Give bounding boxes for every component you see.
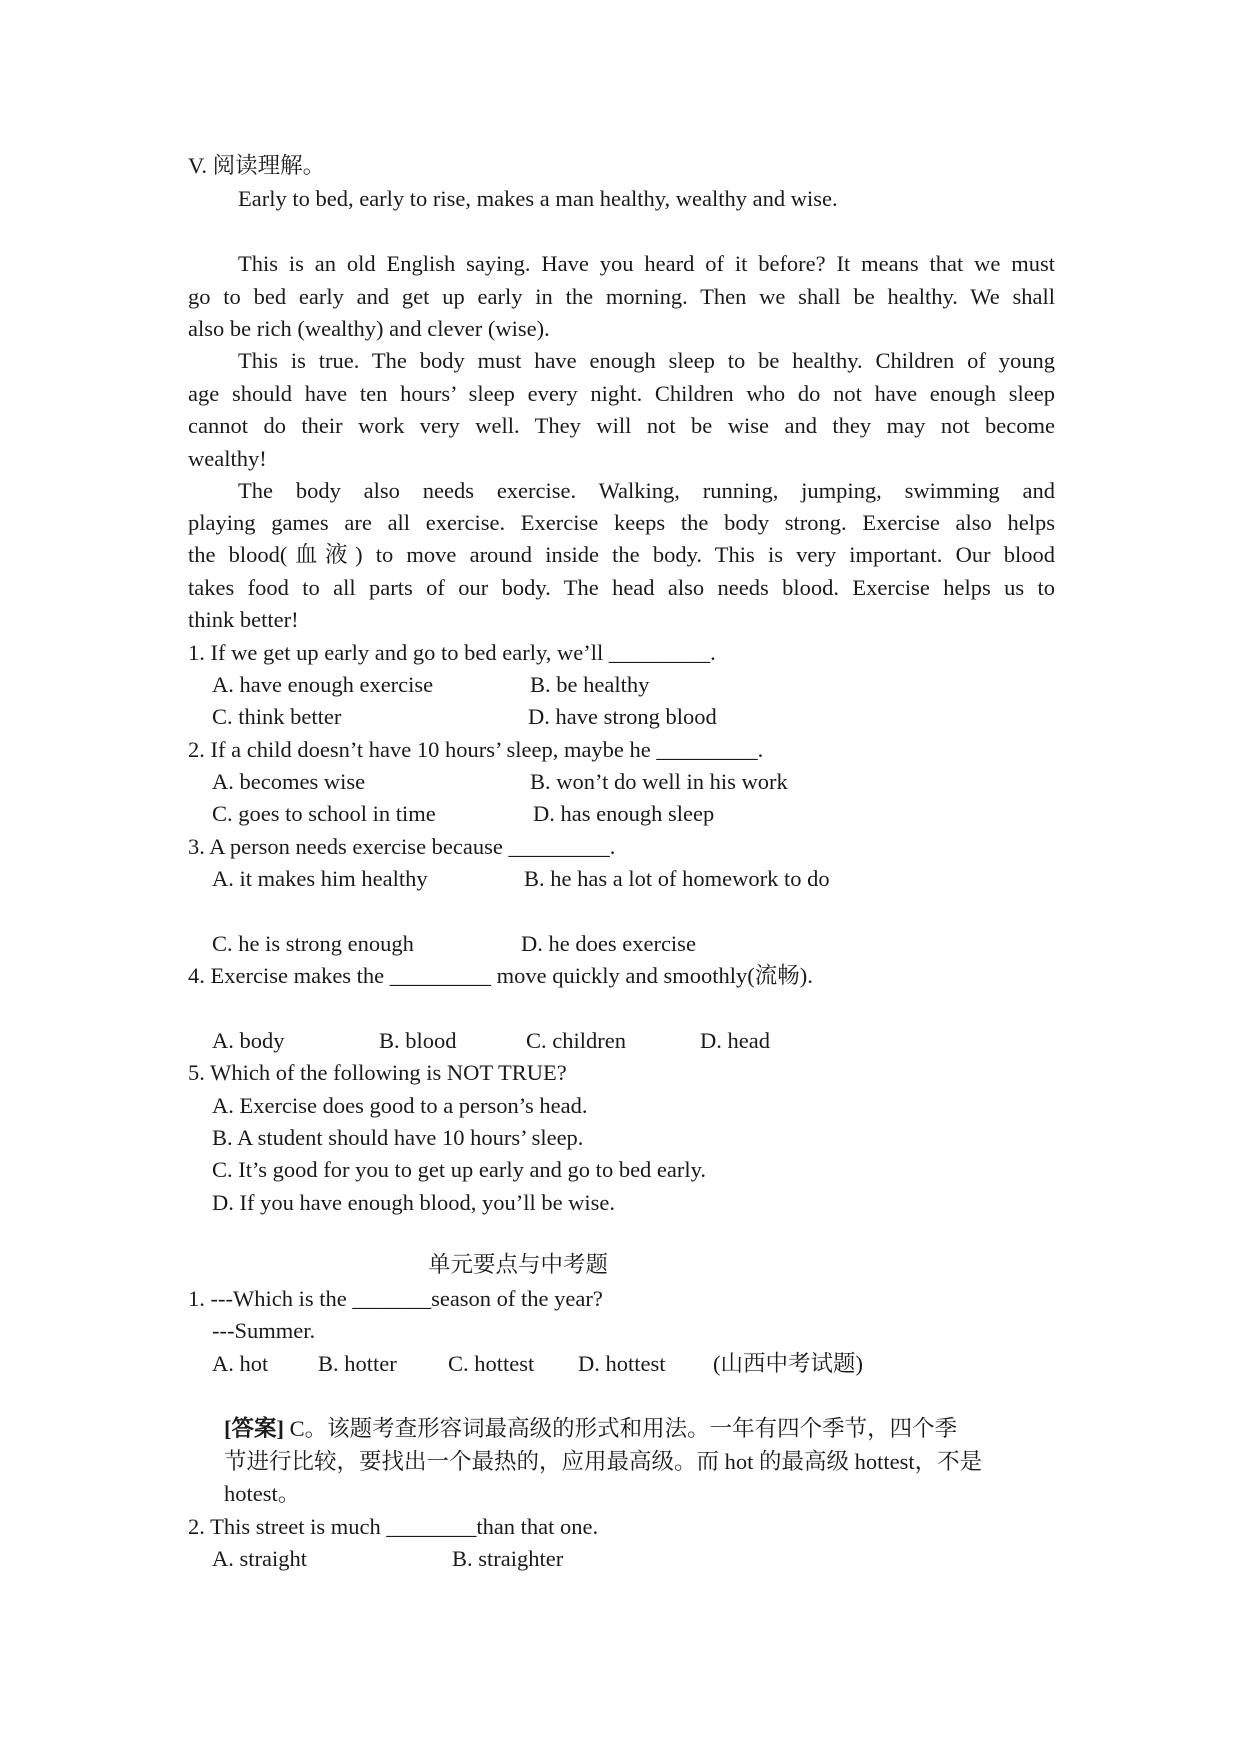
passage-line: the blood(血液) to move around inside the body. This is very important. Our blood — [188, 542, 1055, 567]
saying: Early to bed, early to rise, makes a man healthy, wealthy and wise. — [238, 186, 838, 211]
option-c: C. goes to school in time — [212, 801, 436, 826]
answer-line: 节进行比较，要找出一个最热的，应用最高级。而 hot 的最高级 hottest，不是 — [224, 1449, 983, 1474]
option-c: C. think better — [212, 704, 342, 729]
option-b: B. won’t do well in his work — [530, 769, 788, 794]
section-title: V. 阅读理解。 — [188, 153, 326, 178]
answer-line: hotest。 — [224, 1481, 301, 1506]
passage-line: takes food to all parts of our body. The head also needs blood. Exercise helps us to — [188, 575, 1055, 600]
passage-line: cannot do their work very well. They will not be wise and they may not become — [188, 413, 1055, 438]
exam-question-stem: 2. This street is much ________than that one. — [188, 1514, 599, 1539]
option-b: B. blood — [379, 1028, 457, 1053]
passage-line: This is true. The body must have enough sleep to be healthy. Children of young — [238, 348, 1055, 373]
question-stem: 5. Which of the following is NOT TRUE? — [188, 1060, 567, 1085]
option-b: B. he has a lot of homework to do — [524, 866, 830, 891]
unit-heading: 单元要点与中考题 — [428, 1252, 609, 1277]
answer-label: [答案] — [224, 1416, 284, 1441]
exam-source: (山西中考试题) — [713, 1351, 863, 1376]
exam-question-stem: 1. ---Which is the _______season of the year? — [188, 1286, 603, 1311]
passage-line: This is an old English saying. Have you heard of it before? It means that we must — [238, 251, 1055, 276]
option-a: A. body — [212, 1028, 285, 1053]
option-a: A. have enough exercise — [212, 672, 434, 697]
option-a: A. straight — [212, 1546, 307, 1571]
option-b: B. be healthy — [530, 672, 650, 697]
option-b: B. hotter — [318, 1351, 397, 1376]
option-d: D. hottest — [578, 1351, 666, 1376]
question-stem: 4. Exercise makes the _________ move quickly and smoothly(流畅). — [188, 963, 813, 988]
question-stem: 1. If we get up early and go to bed early, we’ll _________. — [188, 640, 716, 665]
option-b: B. A student should have 10 hours’ sleep. — [212, 1125, 584, 1150]
question-stem: 3. A person needs exercise because _________. — [188, 834, 616, 859]
option-d: D. he does exercise — [521, 931, 696, 956]
option-c: C. children — [526, 1028, 626, 1053]
option-a: A. it makes him healthy — [212, 866, 428, 891]
option-d: D. have strong blood — [528, 704, 717, 729]
exam-reply: ---Summer. — [212, 1318, 316, 1343]
passage-line: age should have ten hours’ sleep every night. Children who do not have enough sleep — [188, 381, 1055, 406]
passage-line: The body also needs exercise. Walking, running, jumping, swimming and — [238, 478, 1055, 503]
question-stem: 2. If a child doesn’t have 10 hours’ sleep, maybe he _________. — [188, 737, 764, 762]
option-b: B. straighter — [452, 1546, 564, 1571]
option-d: D. If you have enough blood, you’ll be wise. — [212, 1190, 616, 1215]
answer-line — [224, 1418, 957, 1441]
option-c: C. hottest — [448, 1351, 535, 1376]
passage-line: playing games are all exercise. Exercise keeps the body strong. Exercise also helps — [188, 510, 1055, 535]
option-a: A. Exercise does good to a person’s head. — [212, 1093, 588, 1118]
answer-text: C。该题考查形容词最高级的形式和用法。一年有四个季节，四个季 — [284, 1416, 958, 1441]
passage-line: wealthy! — [188, 446, 267, 471]
option-a: A. hot — [212, 1351, 269, 1376]
option-c: C. he is strong enough — [212, 931, 414, 956]
option-d: D. has enough sleep — [533, 801, 715, 826]
passage-line: also be rich (wealthy) and clever (wise). — [188, 316, 550, 341]
option-c: C. It’s good for you to get up early and go to bed early. — [212, 1157, 707, 1182]
passage-line: go to bed early and get up early in the morning. Then we shall be healthy. We shall — [188, 284, 1055, 309]
option-d: D. head — [700, 1028, 770, 1053]
option-a: A. becomes wise — [212, 769, 366, 794]
passage-line: think better! — [188, 607, 299, 632]
